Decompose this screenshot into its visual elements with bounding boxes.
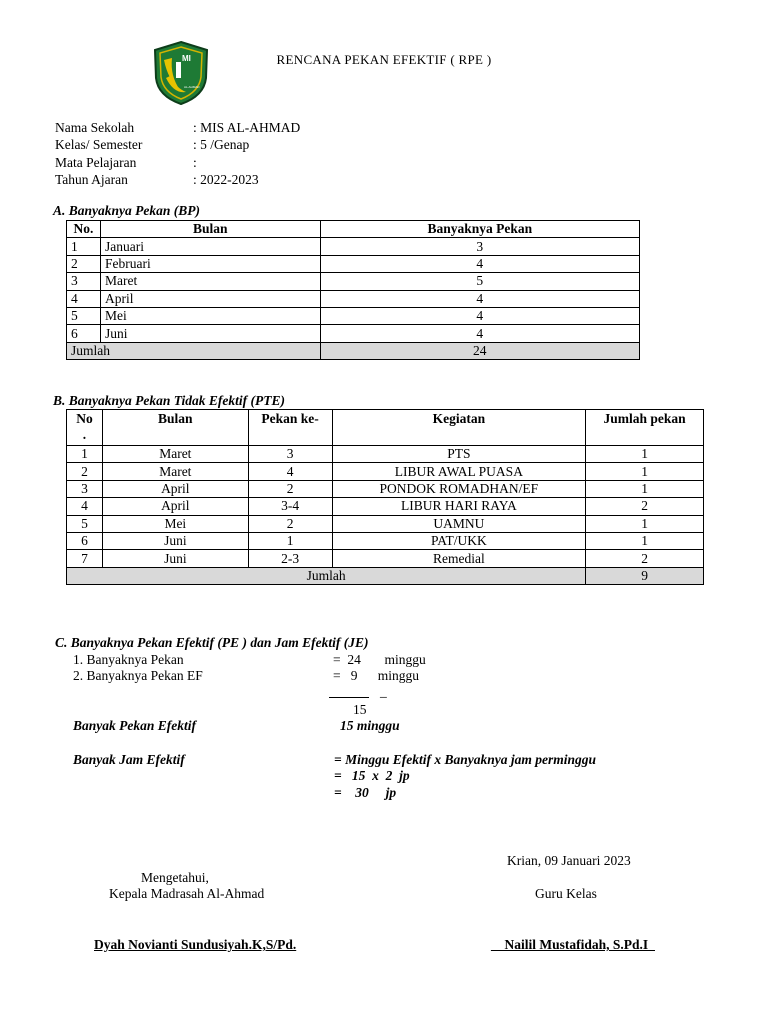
cell-weeks: 4 (320, 255, 639, 272)
cell-week: 1 (248, 532, 332, 549)
cell-month: Juni (102, 532, 248, 549)
info-label: Tahun Ajaran (55, 171, 128, 187)
line2-value: = 9 minggu (333, 668, 419, 683)
cell-count: 1 (586, 515, 704, 532)
cell-no: 4 (67, 498, 103, 515)
cell-count: 1 (586, 463, 704, 480)
je-result: = 30 jp (334, 785, 397, 800)
info-row-year (55, 171, 455, 188)
cell-activity: LIBUR AWAL PUASA (332, 463, 586, 480)
school-logo (152, 40, 210, 106)
cell-weeks: 4 (320, 290, 639, 307)
column-header: Kegiatan (332, 410, 586, 446)
minus-sign: _ (380, 684, 387, 699)
cell-month: April (102, 498, 248, 515)
table-row (67, 255, 640, 272)
cell-month: Juni (102, 550, 248, 567)
cell-month: Januari (100, 238, 320, 255)
pe-label: Banyak Pekan Efektif (73, 718, 196, 733)
cell-month: Juni (100, 325, 320, 342)
info-label: Nama Sekolah (55, 120, 135, 135)
head-title: Kepala Madrasah Al-Ahmad (109, 886, 265, 901)
teacher-name: __Nailil Mustafidah, S.Pd.I_ (491, 937, 655, 952)
table-row (67, 273, 640, 290)
cell-month: Mei (102, 515, 248, 532)
place-date: Krian, 09 Januari 2023 (507, 853, 631, 868)
total-value: 9 (586, 567, 704, 584)
cell-week: 4 (248, 463, 332, 480)
column-header: No. (67, 221, 101, 238)
section-b-title: B. Banyaknya Pekan Tidak Efektif (PTE) (53, 393, 285, 408)
cell-no: 2 (67, 463, 103, 480)
table-row (67, 307, 640, 324)
cell-count: 2 (586, 550, 704, 567)
cell-activity: Remedial (332, 550, 586, 567)
cell-activity: PTS (332, 446, 586, 463)
cell-no: 5 (67, 307, 101, 324)
table-row (67, 325, 640, 342)
cell-weeks: 4 (320, 325, 639, 342)
known-label: Mengetahui, (141, 870, 209, 885)
info-row-subject (55, 154, 455, 171)
cell-weeks: 5 (320, 273, 639, 290)
info-value: : (193, 154, 197, 170)
total-label: Jumlah (67, 567, 586, 584)
cell-month: April (100, 290, 320, 307)
column-header: Banyaknya Pekan (320, 221, 639, 238)
cell-no: 2 (67, 255, 101, 272)
pe-value: 15 minggu (340, 718, 400, 733)
cell-weeks: 3 (320, 238, 639, 255)
cell-month: Maret (102, 463, 248, 480)
table-row (67, 515, 704, 532)
info-value: : 5 /Genap (193, 137, 250, 153)
table-row (67, 532, 704, 549)
info-value: : MIS AL-AHMAD (193, 120, 301, 135)
table-row (67, 463, 704, 480)
cell-week: 2-3 (248, 550, 332, 567)
table-row (67, 446, 704, 463)
je-label: Banyak Jam Efektif (73, 752, 185, 767)
cell-no: 6 (67, 325, 101, 342)
cell-count: 1 (586, 480, 704, 497)
cell-no: 3 (67, 480, 103, 497)
logo-text: MI (182, 54, 191, 63)
column-header: Jumlah pekan (586, 410, 704, 446)
cell-no: 7 (67, 550, 103, 567)
table-banyaknya-pekan (66, 220, 640, 360)
table-row (67, 550, 704, 567)
total-label: Jumlah (67, 342, 321, 359)
cell-activity: LIBUR HARI RAYA (332, 498, 586, 515)
info-label: Mata Pelajaran (55, 154, 137, 170)
cell-month: Februari (100, 255, 320, 272)
teacher-title: Guru Kelas (535, 886, 597, 901)
cell-no: 1 (67, 238, 101, 255)
page-title: RENCANA PEKAN EFEKTIF ( RPE ) (276, 52, 492, 67)
sum-result: 15 (353, 702, 367, 717)
school-info (55, 119, 455, 188)
line2-label: 2. Banyaknya Pekan EF (73, 668, 203, 683)
info-value: : 2022-2023 (193, 171, 259, 187)
table-pekan-tidak-efektif (66, 409, 704, 585)
column-header-dot: . (82, 427, 87, 442)
column-header: Bulan (100, 221, 320, 238)
line1-value: = 24 minggu (333, 652, 426, 667)
table-header-row (67, 410, 704, 446)
cell-no: 3 (67, 273, 101, 290)
info-label: Kelas/ Semester (55, 137, 143, 153)
je-formula: = Minggu Efektif x Banyaknya jam perminggu (334, 752, 596, 767)
table-row (67, 498, 704, 515)
cell-weeks: 4 (320, 307, 639, 324)
cell-no: 1 (67, 446, 103, 463)
sum-divider (329, 697, 369, 698)
cell-no: 5 (67, 515, 103, 532)
cell-week: 2 (248, 480, 332, 497)
line1-label: 1. Banyaknya Pekan (73, 652, 184, 667)
cell-month: Mei (100, 307, 320, 324)
table-total-row (67, 342, 640, 359)
cell-week: 2 (248, 515, 332, 532)
table-row (67, 290, 640, 307)
cell-month: Maret (102, 446, 248, 463)
cell-no: 6 (67, 532, 103, 549)
cell-month: April (102, 480, 248, 497)
head-name: Dyah Novianti Sundusiyah.K,S/Pd. (94, 937, 297, 952)
je-calc: = 15 x 2 jp (334, 768, 410, 783)
table-header-row (67, 221, 640, 238)
cell-no: 4 (67, 290, 101, 307)
cell-count: 2 (586, 498, 704, 515)
table-row (67, 238, 640, 255)
cell-activity: PAT/UKK (332, 532, 586, 549)
info-row-class (55, 136, 455, 153)
cell-count: 1 (586, 532, 704, 549)
cell-week: 3 (248, 446, 332, 463)
column-header-no (67, 410, 103, 446)
cell-month: Maret (100, 273, 320, 290)
section-c-title: C. Banyaknya Pekan Efektif (PE ) dan Jam Efektif (JE) (55, 635, 369, 650)
column-header: Bulan (102, 410, 248, 446)
cell-count: 1 (586, 446, 704, 463)
table-total-row (67, 567, 704, 584)
column-header: No (76, 411, 93, 426)
section-a-title: A. Banyaknya Pekan (BP) (53, 203, 200, 218)
table-row (67, 480, 704, 497)
info-row-school (55, 119, 455, 136)
logo-subtext: AL-AHMAD (184, 85, 200, 89)
column-header: Pekan ke- (248, 410, 332, 446)
total-value: 24 (320, 342, 639, 359)
cell-week: 3-4 (248, 498, 332, 515)
cell-activity: UAMNU (332, 515, 586, 532)
cell-activity: PONDOK ROMADHAN/EF (332, 480, 586, 497)
